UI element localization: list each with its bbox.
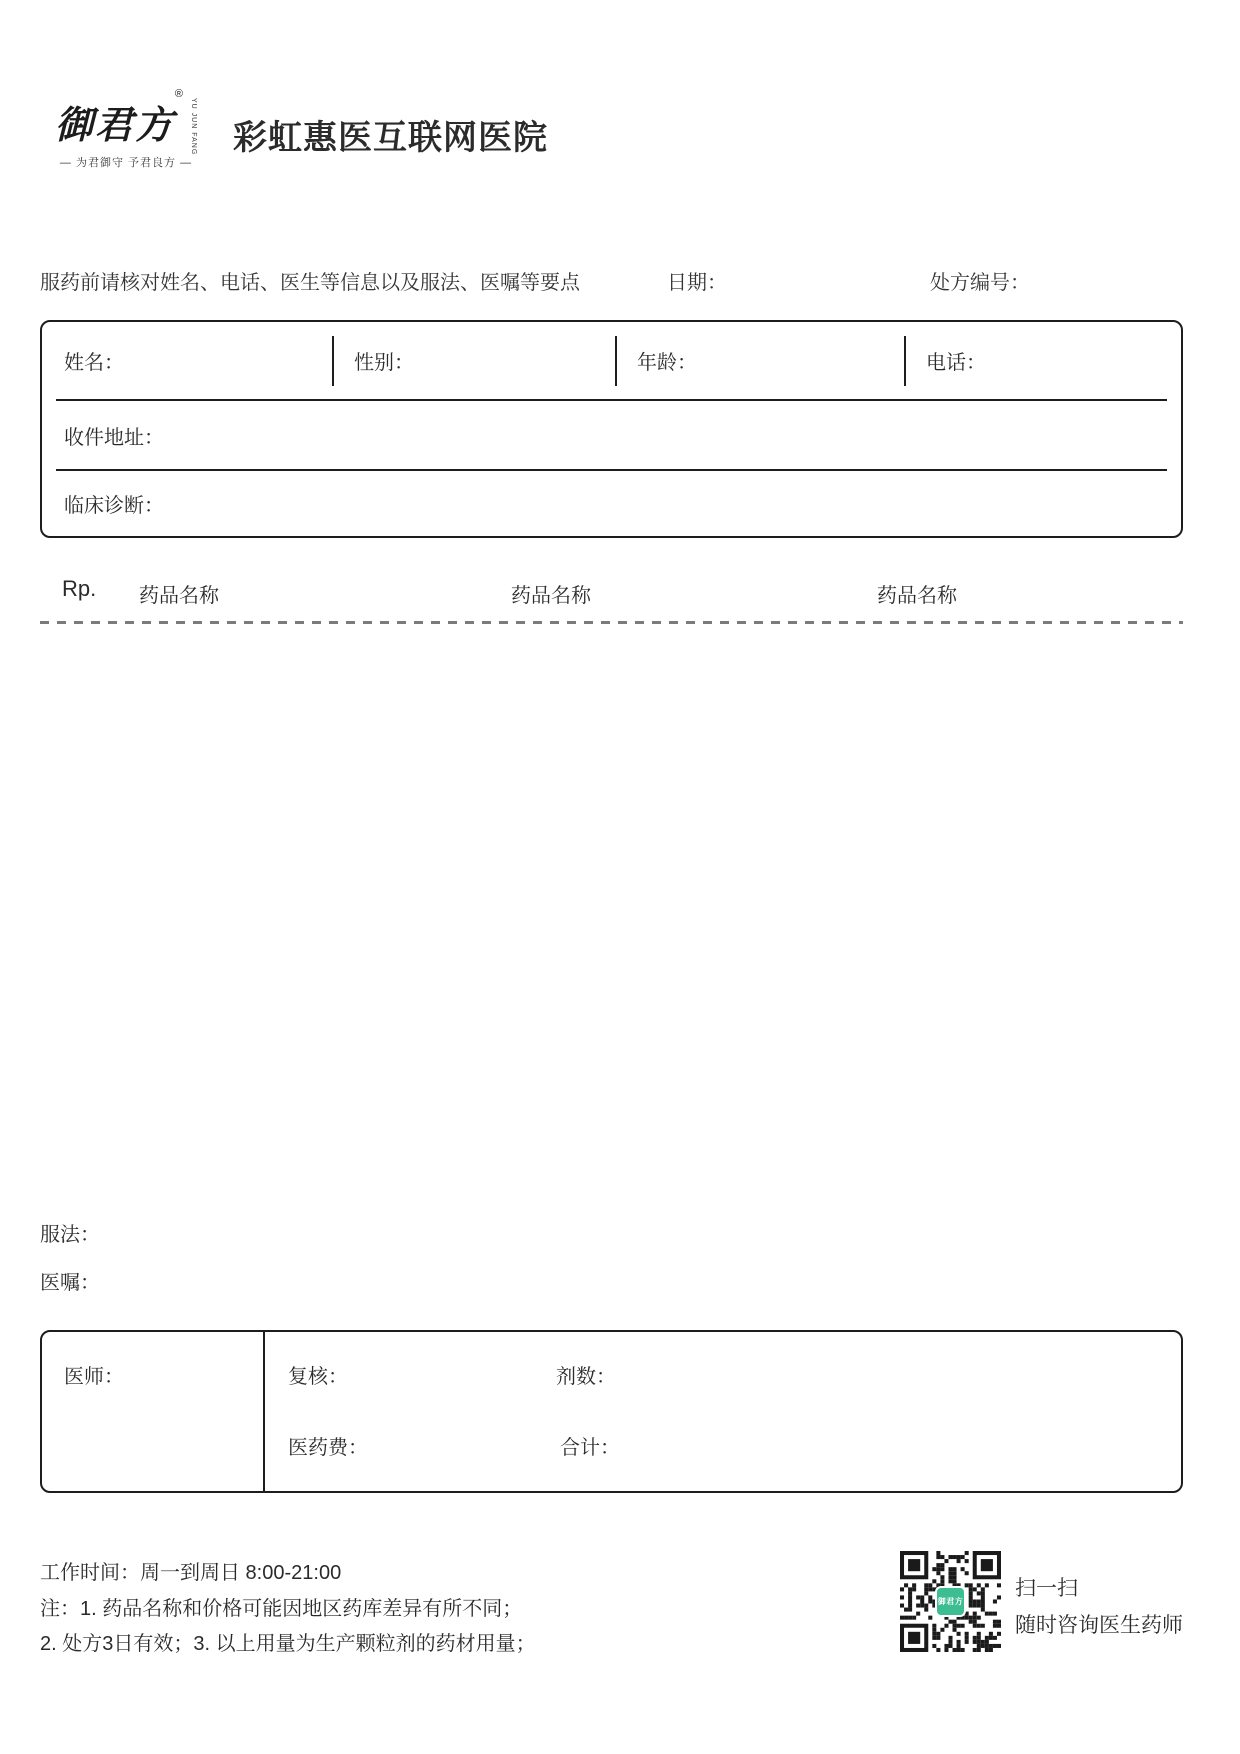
doctor-advice-label: 医嘱：: [40, 1272, 100, 1294]
age-field: 年龄：: [637, 352, 697, 374]
qr-center-brand-logo: 御君方: [935, 1586, 966, 1617]
footnote-line-1: 注：1. 药品名称和价格可能因地区药库差异有所不同；: [40, 1598, 523, 1620]
field-divider: [332, 336, 334, 386]
scan-description: 随时咨询医生药师: [1015, 1614, 1183, 1637]
total-field: 合计：: [560, 1437, 620, 1459]
prescription-number-label: 处方编号：: [930, 272, 1030, 294]
drug-name-column-header: 药品名称: [877, 585, 957, 607]
column-divider: [263, 1332, 265, 1491]
drug-name-column-header: 药品名称: [139, 585, 219, 607]
date-label: 日期：: [667, 272, 727, 294]
name-field: 姓名：: [64, 352, 124, 374]
medication-check-notice: 服药前请核对姓名、电话、医生等信息以及服法、医嘱等要点: [40, 272, 580, 294]
shipping-address-field: 收件地址：: [64, 426, 164, 449]
dose-count-field: 剂数：: [556, 1366, 616, 1388]
brand-name: 御君方: [55, 102, 176, 147]
patient-basic-info-row: [42, 322, 1181, 399]
drug-name-column-header: 药品名称: [511, 585, 591, 607]
gender-field: 性别：: [354, 352, 414, 374]
medicine-fee-field: 医药费：: [288, 1437, 368, 1459]
rx-dashed-separator: [40, 621, 1183, 624]
brand-name-pinyin: YU JUN FANG: [190, 98, 197, 156]
clinical-diagnosis-field: 临床诊断：: [64, 495, 164, 517]
footnote-line-2: 2. 处方3日有效；3. 以上用量为生产颗粒剂的药材用量；: [40, 1633, 536, 1655]
hospital-title: 彩虹惠医互联网医院: [233, 119, 548, 157]
patient-info-box: [40, 320, 1183, 538]
registered-trademark-icon: ®: [174, 88, 183, 100]
wechat-qr-code: [900, 1551, 1001, 1652]
brand-tagline: — 为君御守 予君良方 —: [59, 157, 193, 169]
scan-me-label: 扫一扫: [1015, 1577, 1078, 1600]
brand-logo: [55, 88, 205, 170]
working-hours-text: 工作时间：周一到周日 8:00-21:00: [40, 1562, 342, 1584]
rx-items-empty-area: [40, 630, 1183, 1205]
rp-label: Rp.: [62, 576, 97, 601]
phone-field: 电话：: [926, 352, 986, 374]
signature-fee-box: [40, 1330, 1183, 1493]
doctor-field: 医师：: [64, 1366, 124, 1388]
usage-method-label: 服法：: [40, 1224, 100, 1246]
review-field: 复核：: [288, 1366, 348, 1388]
field-divider: [615, 336, 617, 386]
field-divider: [904, 336, 906, 386]
